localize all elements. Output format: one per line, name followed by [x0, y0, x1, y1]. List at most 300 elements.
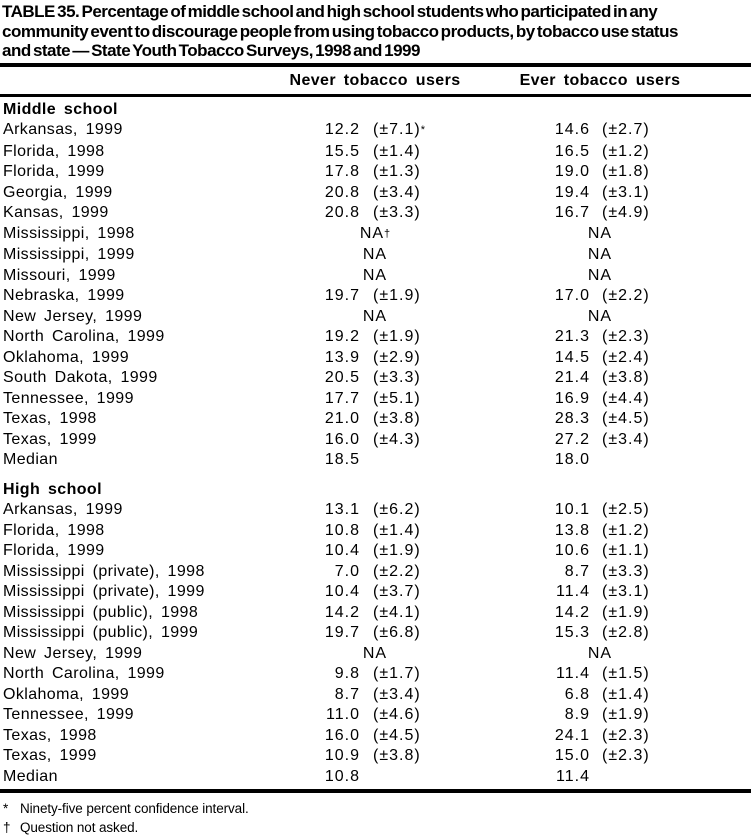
percent-value: 9.8: [334, 665, 360, 682]
confidence-interval: (±3.1): [602, 183, 650, 201]
cell-content: [285, 224, 465, 246]
table-row: [0, 521, 751, 542]
never-users-cell: [285, 142, 510, 163]
confidence-interval: (±1.9): [373, 328, 421, 345]
ever-users-cell: [510, 705, 751, 726]
cell-content: [510, 500, 751, 521]
cell-content: [285, 685, 510, 706]
ever-users-cell: [510, 368, 751, 389]
state-label: Mississippi (private), 1999: [3, 583, 205, 600]
ever-users-cell: [510, 120, 751, 142]
never-users-cell: [285, 183, 510, 204]
confidence-interval: (±3.7): [373, 583, 421, 600]
cell-content: [285, 142, 510, 163]
na-value: NA: [362, 307, 388, 325]
ever-users-cell: [510, 286, 751, 307]
confidence-interval: (±3.3): [373, 204, 421, 221]
percent-value: 21.4: [554, 369, 590, 386]
confidence-interval: (±3.4): [602, 430, 650, 448]
percent-value: 16.7: [554, 204, 590, 221]
table-row: [0, 409, 751, 430]
state-label: North Carolina, 1999: [3, 665, 165, 682]
cell-content: [510, 644, 690, 665]
ever-users-cell: [510, 603, 751, 624]
cell-content: [510, 389, 751, 410]
table-row: [0, 286, 751, 307]
state-label: Tennessee, 1999: [3, 706, 134, 723]
ever-users-cell: [510, 562, 751, 583]
confidence-interval: (±4.5): [602, 410, 650, 427]
never-users-cell: [285, 521, 510, 542]
cell-content: [285, 582, 510, 603]
cell-content: [510, 430, 751, 451]
ever-users-cell: [510, 162, 751, 183]
never-users-cell: [285, 327, 510, 348]
ever-users-cell: [510, 245, 751, 266]
table-row: [0, 500, 751, 521]
cell-content: [285, 162, 510, 183]
cell-content: [510, 726, 751, 747]
state-label: New Jersey, 1999: [3, 307, 143, 325]
header-rule: [0, 94, 751, 97]
cell-content: [285, 603, 510, 624]
state-label: Arkansas, 1999: [3, 501, 123, 518]
table-row: [0, 541, 751, 562]
ever-users-cell: [510, 389, 751, 410]
table-title-line-3: and state — State Youth Tobacco Surveys, 1998 and 1999: [2, 41, 420, 60]
cell-content: [285, 409, 510, 430]
cell-content: [510, 521, 751, 542]
state-label: Mississippi (private), 1998: [3, 562, 205, 580]
cell-content: [510, 327, 751, 348]
percent-value: 16.5: [554, 142, 590, 160]
state-label: Florida, 1998: [3, 142, 105, 160]
state-label: Texas, 1998: [3, 410, 97, 427]
cell-content: [510, 746, 751, 767]
cell-content: [285, 521, 510, 542]
confidence-interval: (±2.2): [373, 562, 421, 580]
state-label: Texas, 1999: [3, 747, 97, 764]
percent-value: 6.8: [564, 685, 590, 703]
never-users-cell: [285, 266, 510, 287]
percent-value: 20.8: [324, 204, 360, 221]
percent-value: 10.8: [324, 767, 360, 785]
percent-value: 10.8: [324, 521, 360, 539]
confidence-interval: (±2.9): [373, 348, 421, 366]
column-header-row: [0, 67, 751, 94]
state-label: Median: [3, 451, 58, 468]
na-value: NA: [362, 644, 388, 662]
ever-users-cell: [510, 203, 751, 224]
confidence-interval: (±4.6): [373, 706, 421, 723]
confidence-interval: (±1.4): [602, 685, 650, 703]
never-users-cell: [285, 286, 510, 307]
cell-content: [510, 409, 751, 430]
table-row: [0, 430, 751, 451]
cell-content: [510, 348, 751, 369]
na-value: NA: [587, 266, 613, 284]
ever-users-cell: [510, 685, 751, 706]
cell-content: [285, 644, 465, 665]
state-label: Florida, 1999: [3, 542, 105, 559]
state-label: Mississippi, 1999: [3, 246, 135, 263]
confidence-interval: (±1.4): [373, 142, 421, 160]
ever-users-cell: [510, 450, 751, 471]
percent-value: 13.8: [554, 521, 590, 539]
table-title: [0, 0, 751, 63]
footnote-marker: †: [384, 227, 391, 240]
cell-content: [285, 430, 510, 451]
confidence-interval: (±3.8): [373, 410, 421, 427]
cell-content: [510, 183, 751, 204]
state-label: Florida, 1998: [3, 521, 105, 539]
cell-content: [510, 307, 690, 328]
cell-content: [285, 541, 510, 562]
confidence-interval: (±4.9): [602, 204, 650, 221]
state-label: Missouri, 1999: [3, 266, 116, 284]
table-row: [0, 183, 751, 204]
confidence-interval: (±2.3): [602, 747, 650, 764]
never-users-cell: [285, 389, 510, 410]
percent-value: 11.4: [556, 767, 590, 785]
cell-content: [510, 705, 751, 726]
confidence-interval: (±6.8): [373, 624, 421, 641]
never-users-cell: [285, 409, 510, 430]
confidence-interval: (±3.8): [373, 747, 421, 764]
percent-value: 17.0: [554, 287, 590, 304]
table-row: [0, 120, 751, 142]
ever-users-cell: [510, 582, 751, 603]
cell-content: [285, 183, 510, 204]
percent-value: 8.9: [564, 706, 590, 723]
percent-value: 15.5: [324, 142, 360, 160]
confidence-interval: (±7.1): [373, 121, 421, 138]
data-table: [0, 100, 751, 788]
state-label: Median: [3, 767, 58, 785]
never-users-cell: [285, 307, 510, 328]
percent-value: 14.2: [324, 603, 360, 621]
cell-content: [510, 368, 751, 389]
cell-content: [285, 327, 510, 348]
cell-content: [285, 120, 510, 142]
confidence-interval: (±1.9): [602, 603, 650, 621]
percent-value: 19.4: [554, 183, 590, 201]
ever-users-cell: [510, 726, 751, 747]
cell-content: [285, 664, 510, 685]
never-users-cell: [285, 450, 510, 471]
cell-content: [285, 746, 510, 767]
confidence-interval: (±3.3): [373, 369, 421, 386]
percent-value: 8.7: [334, 685, 360, 703]
state-label: North Carolina, 1999: [3, 328, 165, 345]
percent-value: 11.0: [326, 706, 360, 723]
never-users-cell: [285, 623, 510, 644]
confidence-interval: (±1.7): [373, 665, 421, 682]
never-users-cell: [285, 245, 510, 266]
percent-value: 14.6: [554, 121, 590, 138]
cell-content: [285, 307, 465, 328]
never-users-cell: [285, 644, 510, 665]
state-label: Oklahoma, 1999: [3, 685, 130, 703]
cell-content: [285, 767, 510, 788]
median-row: [0, 767, 751, 788]
state-label: Mississippi, 1998: [3, 224, 135, 242]
percent-value: 19.7: [324, 624, 360, 641]
footnote-ci-text: Ninety-five percent confidence interval.: [20, 801, 249, 816]
percent-value: 16.0: [324, 430, 360, 448]
table-row: [0, 664, 751, 685]
never-users-cell: [285, 348, 510, 369]
state-label: Mississippi (public), 1999: [3, 624, 199, 641]
never-users-cell: [285, 430, 510, 451]
confidence-interval: (±2.7): [602, 121, 650, 138]
percent-value: 7.0: [334, 562, 360, 580]
cell-content: [285, 203, 510, 224]
confidence-interval: (±1.3): [373, 163, 421, 180]
table-row: [0, 389, 751, 410]
never-users-cell: [285, 582, 510, 603]
na-value: NA: [587, 307, 613, 325]
confidence-interval: (±3.8): [602, 369, 650, 386]
dagger-marker: †: [3, 820, 11, 835]
percent-value: 12.2: [324, 121, 360, 138]
table-title-line-2: community event to discourage people from using tobacco products, by tobacco use status: [2, 21, 678, 41]
confidence-interval: (±5.1): [373, 389, 421, 407]
never-users-cell: [285, 162, 510, 183]
confidence-interval: (±4.3): [373, 430, 421, 448]
table-row: [0, 245, 751, 266]
state-label: New Jersey, 1999: [3, 644, 143, 662]
table-row: [0, 307, 751, 328]
state-label: Georgia, 1999: [3, 183, 113, 201]
confidence-interval: (±2.3): [602, 726, 650, 744]
ever-users-cell: [510, 430, 751, 451]
percent-value: 11.4: [556, 583, 590, 600]
cell-content: [285, 623, 510, 644]
cell-content: [285, 389, 510, 410]
section-header-middle-school: [0, 100, 751, 121]
table-row: [0, 348, 751, 369]
percent-value: 18.0: [554, 451, 590, 468]
table-row: [0, 327, 751, 348]
ever-users-cell: [510, 521, 751, 542]
cell-content: [285, 500, 510, 521]
percent-value: 17.8: [324, 163, 360, 180]
state-label: Texas, 1998: [3, 726, 97, 744]
cell-content: [510, 286, 751, 307]
state-label: Nebraska, 1999: [3, 287, 125, 304]
ever-users-cell: [510, 348, 751, 369]
cell-content: [285, 726, 510, 747]
cell-content: [510, 245, 690, 266]
percent-value: 10.1: [554, 501, 590, 518]
percent-value: 16.9: [554, 389, 590, 407]
cell-content: [510, 142, 751, 163]
percent-value: 19.7: [324, 287, 360, 304]
cell-content: [285, 348, 510, 369]
cell-content: [510, 582, 751, 603]
confidence-interval: (±6.2): [373, 501, 421, 518]
cell-content: [510, 224, 690, 245]
confidence-interval: (±3.4): [373, 183, 421, 201]
table-row: [0, 582, 751, 603]
never-users-cell: [285, 767, 510, 788]
percent-value: 17.7: [324, 389, 360, 407]
state-label: Kansas, 1999: [3, 204, 109, 221]
confidence-interval: (±2.2): [602, 287, 650, 304]
table-row: [0, 623, 751, 644]
confidence-interval: (±2.3): [602, 328, 650, 345]
cell-content: [510, 120, 751, 141]
cell-content: [285, 266, 465, 287]
section-header-high-school: [0, 471, 751, 501]
confidence-interval: (±1.9): [373, 542, 421, 559]
ever-users-cell: [510, 224, 751, 246]
ever-users-cell: [510, 644, 751, 665]
ever-users-cell: [510, 409, 751, 430]
ever-users-cell: [510, 746, 751, 767]
section-label-text: Middle school: [3, 100, 118, 118]
percent-value: 28.3: [554, 410, 590, 427]
footnotes: [0, 793, 751, 837]
state-label: Oklahoma, 1999: [3, 348, 130, 366]
table-row: [0, 644, 751, 665]
never-users-cell: [285, 562, 510, 583]
table-row: [0, 726, 751, 747]
confidence-interval: (±4.5): [373, 726, 421, 744]
table-row: [0, 603, 751, 624]
never-users-cell: [285, 120, 510, 142]
percent-value: 16.0: [324, 726, 360, 744]
confidence-interval: (±2.8): [602, 624, 650, 641]
table-row: [0, 162, 751, 183]
cell-content: [510, 623, 751, 644]
percent-value: 21.3: [554, 328, 590, 345]
cell-content: [285, 368, 510, 389]
table-row: [0, 685, 751, 706]
table-row: [0, 705, 751, 726]
na-value: NA: [359, 224, 385, 242]
state-label: Tennessee, 1999: [3, 389, 134, 407]
percent-value: 14.5: [554, 348, 590, 366]
never-users-cell: [285, 603, 510, 624]
percent-value: 27.2: [554, 430, 590, 448]
table-row: [0, 266, 751, 287]
ever-users-cell: [510, 307, 751, 328]
percent-value: 10.9: [324, 747, 360, 764]
never-users-cell: [285, 500, 510, 521]
section-label-text: High school: [3, 480, 102, 498]
percent-value: 20.5: [324, 369, 360, 386]
state-label: Florida, 1999: [3, 163, 105, 180]
na-value: NA: [587, 224, 613, 242]
never-users-cell: [285, 368, 510, 389]
median-row: [0, 450, 751, 471]
percent-value: 10.4: [324, 583, 360, 600]
percent-value: 19.2: [324, 328, 360, 345]
state-label: South Dakota, 1999: [3, 369, 158, 386]
column-header-never-tobacco-users: Never tobacco users: [289, 71, 461, 89]
cell-content: [285, 450, 510, 471]
na-value: NA: [362, 266, 388, 284]
never-users-cell: [285, 726, 510, 747]
cell-content: [510, 685, 751, 706]
percent-value: 15.3: [554, 624, 590, 641]
ever-users-cell: [510, 767, 751, 788]
confidence-interval: (±3.4): [373, 685, 421, 703]
footnote-ci: [3, 799, 751, 818]
ever-users-cell: [510, 183, 751, 204]
confidence-interval: (±3.1): [602, 583, 650, 600]
confidence-interval: (±4.4): [602, 389, 650, 407]
confidence-interval: (±1.2): [602, 521, 650, 539]
cell-content: [285, 286, 510, 307]
na-value: NA: [362, 246, 388, 263]
cell-content: [510, 562, 751, 583]
cell-content: [285, 562, 510, 583]
ever-users-cell: [510, 541, 751, 562]
na-value: NA: [587, 246, 613, 263]
ever-users-cell: [510, 142, 751, 163]
cell-content: [510, 767, 751, 788]
never-users-cell: [285, 685, 510, 706]
confidence-interval: (±1.1): [602, 542, 650, 559]
table-row: [0, 203, 751, 224]
percent-value: 19.0: [554, 163, 590, 180]
footnote-not-asked-text: Question not asked.: [20, 820, 139, 835]
percent-value: 14.2: [554, 603, 590, 621]
cell-content: [285, 705, 510, 726]
confidence-interval: (±2.4): [602, 348, 650, 366]
percent-value: 10.6: [554, 542, 590, 559]
cell-content: [510, 162, 751, 183]
ever-users-cell: [510, 500, 751, 521]
na-value: NA: [587, 644, 613, 662]
cell-content: [510, 664, 751, 685]
table-row: [0, 368, 751, 389]
percent-value: 13.9: [324, 348, 360, 366]
asterisk-marker: *: [3, 801, 9, 816]
table-row: [0, 224, 751, 246]
confidence-interval: (±4.1): [373, 603, 421, 621]
percent-value: 11.4: [556, 665, 590, 682]
never-users-cell: [285, 224, 510, 246]
state-label: Mississippi (public), 1998: [3, 603, 199, 621]
table-title-line-1: TABLE 35. Percentage of middle school and high school students who participated in any: [2, 2, 658, 21]
percent-value: 15.0: [554, 747, 590, 764]
confidence-interval: (±3.3): [602, 562, 650, 580]
cell-content: [510, 203, 751, 224]
ever-users-cell: [510, 327, 751, 348]
never-users-cell: [285, 705, 510, 726]
cell-content: [510, 266, 690, 287]
table-row: [0, 562, 751, 583]
confidence-interval: (±1.8): [602, 163, 650, 180]
confidence-interval: (±1.9): [373, 287, 421, 304]
table-row: [0, 142, 751, 163]
footnote-not-asked: [3, 818, 751, 837]
never-users-cell: [285, 664, 510, 685]
ever-users-cell: [510, 664, 751, 685]
footnote-marker: *: [420, 124, 425, 136]
percent-value: 18.5: [324, 451, 360, 468]
confidence-interval: (±2.5): [602, 501, 650, 518]
percent-value: 13.1: [324, 501, 360, 518]
cell-content: [510, 603, 751, 624]
percent-value: 20.8: [324, 183, 360, 201]
ever-users-cell: [510, 623, 751, 644]
confidence-interval: (±1.4): [373, 521, 421, 539]
